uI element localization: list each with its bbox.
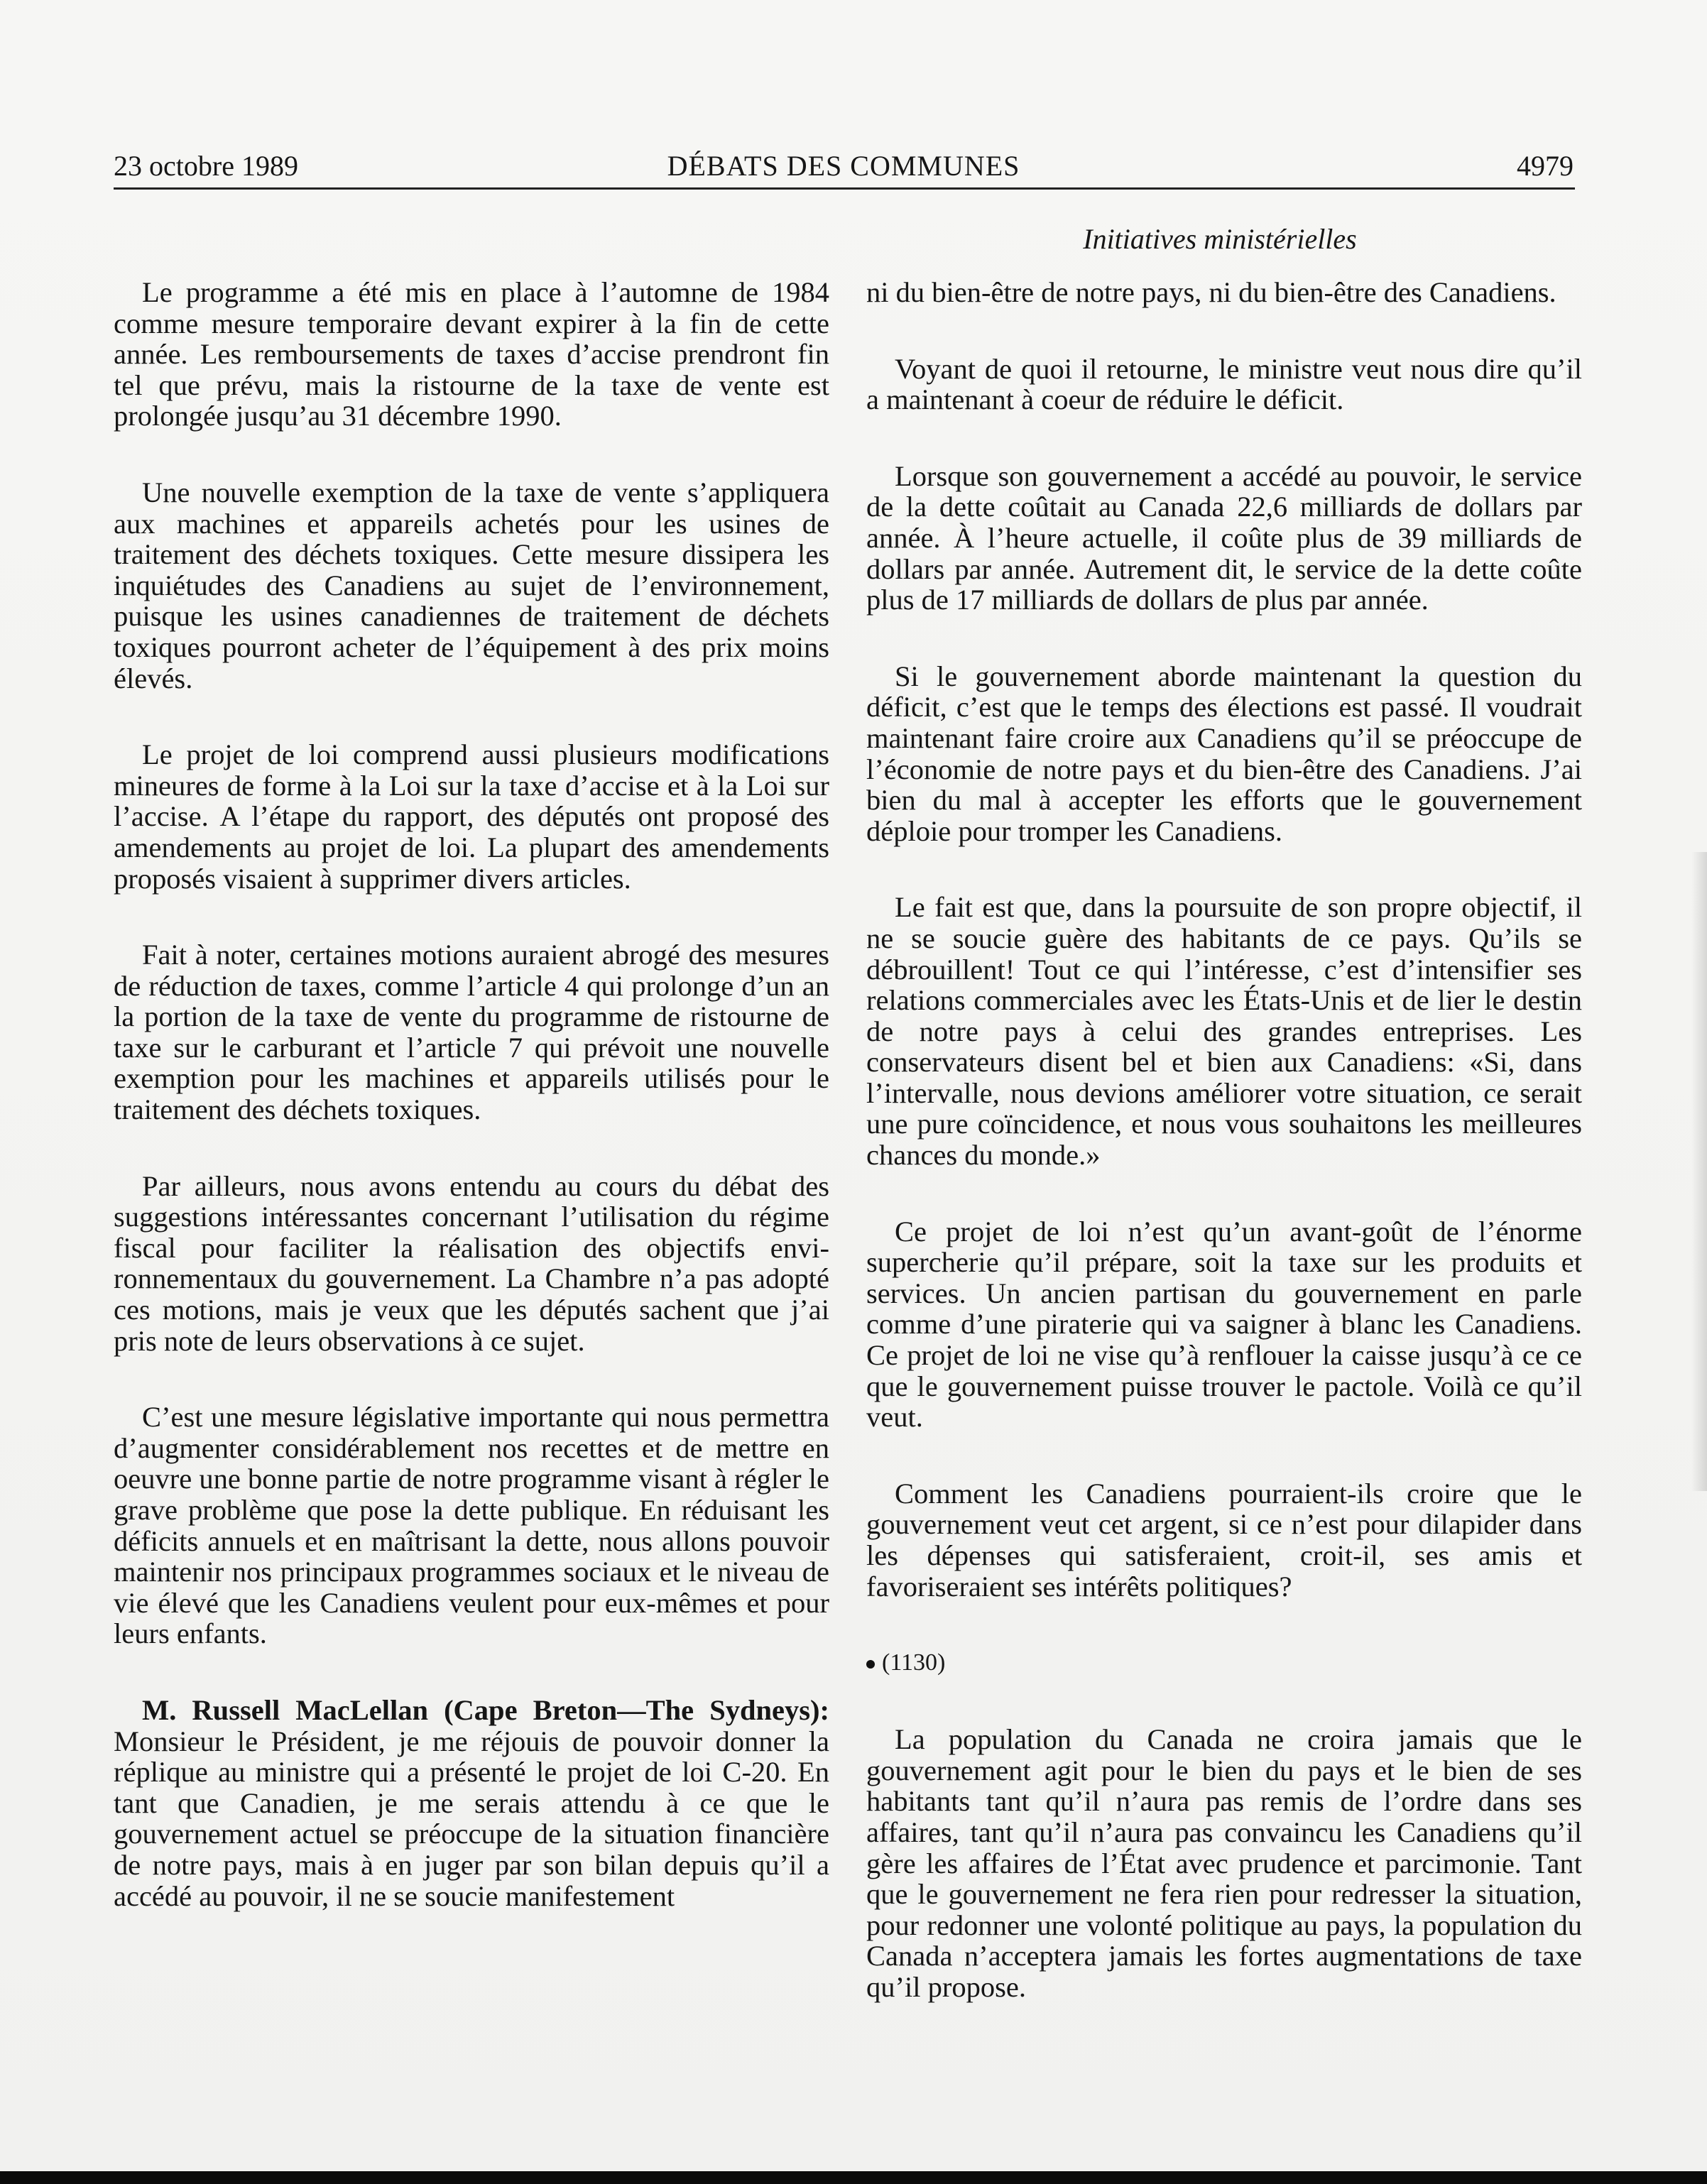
right-column — [866, 277, 1582, 2048]
paragraph: Par ailleurs, nous avons entendu au cours du débat des suggestions intéressantes concernant l’utilisation du régime fiscal pour faciliter la réalisation des objectifs environnementaux du gouvernement. La Chambre n’a pas adopté ces motions, mais je veux que les députés sachent que j’ai pris note de leurs observations à ce sujet. — [114, 1169, 829, 1357]
paragraph: Le projet de loi comprend aussi plusieurs modifications mineures de forme à la Loi sur la taxe d’accise et à la Loi sur l’accise. A l’étape du rapport, des députés ont proposé des amendements au projet de loi. La plupart des amendements proposés visaient à supprimer divers articles. — [114, 738, 829, 895]
scan-bottom-edge — [0, 2171, 1707, 2184]
speaker-text: Monsieur le Président, je me réjouis de pouvoir donner la réplique au ministre qui a présenté le projet de loi C-20. En tant que Canadien, je me serais attendu à ce que le gouvernement actuel se préoccupe de la situation financière de notre pays, mais à en juger par son bilan depuis qu’il a accédé au pouvoir, il ne se soucie manifestement — [114, 1725, 829, 1912]
paragraph: Une nouvelle exemption de la taxe de vente s’appliquera aux machines et appareils achetés pour les usines de traitement des déchets toxiques. Cette mesure dissipera les inquiétudes des Canadiens au sujet de l’environnement, puisque les usines canadiennes de traitement de déchets toxiques pourront acheter de l’équipement à des prix moins élevés. — [114, 476, 829, 694]
paragraph: Si le gouvernement aborde maintenant la question du déficit, c’est que le temps des élections est passé. Il voudrait maintenant faire croire aux Canadiens qu’il se préoccupe de l’économie de notre pays et du bien-être des Canadiens. J’ai bien du mal à accepter les efforts que le gouvernement déploie pour tromper les Canadiens. — [866, 660, 1582, 847]
paragraph: Le fait est que, dans la poursuite de son propre objectif, il ne se soucie guère des habitants de ce pays. Qu’ils se débrouillent! Tout ce qui l’intéresse, c’est d’intensifier ses relations commerciales avec les États-Unis et de lier le destin de notre pays à celui des grandes entreprises. Les conservateurs disent bel et bien aux Canadiens: «Si, dans l’intervalle, nous devions améliorer votre situation, ce serait une pure coïncidence, et nous vous souhaitons les meilleures chances du monde.» — [866, 891, 1582, 1172]
paragraph: La population du Canada ne croira jamais que le gouvernement agit pour le bien du pays et le bien de ses habitants tant qu’il n’aura pas remis de l’ordre dans ses affaires, tant qu’il n’aura pas convaincu les Canadiens qu’il gère les affaires de l’État avec prudence et parcimonie. Tant que le gouvernement ne fera rien pour redresser la situation, pour redonner une volonté politique au pays, la population du Canada n’acceptera jamais les fortes augmentations de taxe qu’il propose. — [866, 1723, 1582, 2003]
header-date: 23 octobre 1989 — [114, 150, 298, 182]
speaker-name: M. Russell MacLellan (Cape Breton—The Sydneys): — [142, 1693, 829, 1726]
header-page-number: 4979 — [1517, 150, 1574, 182]
left-column — [114, 277, 829, 1957]
header-rule — [114, 187, 1575, 190]
scan-edge-shadow — [1691, 852, 1707, 1491]
bullet-icon — [866, 1660, 875, 1669]
time-marker — [866, 1647, 1582, 1678]
header-title: DÉBATS DES COMMUNES — [667, 150, 1020, 182]
paragraph: Lorsque son gouvernement a accédé au pouvoir, le service de la dette coûtait au Canada 22,6 milliards de dollars par année. À l’heure actuelle, il coûte plus de 39 milliards de dollars par année. Autrement dit, le service de la dette coûte plus de 17 milliards de dollars de plus par année. — [866, 459, 1582, 616]
paragraph: Ce projet de loi n’est qu’un avant-goût de l’énorme supercherie qu’il prépare, soit la taxe sur les produits et services. Un ancien partisan du gouvernement en parle comme d’une piraterie qui va saigner à blanc les Canadiens. Ce projet de loi ne vise qu’à renflouer la caisse jusqu’à ce ce que le gouvernement puisse trouver le pactole. Voilà ce qu’il veut. — [866, 1215, 1582, 1434]
page-header — [114, 146, 1574, 186]
speaker-paragraph — [114, 1695, 829, 1911]
paragraph: Le programme a été mis en place à l’automne de 1984 comme mesure temporaire devant expirer à la fin de cette année. Les remboursements de taxes d’accise prendront fin tel que prévu, mais la ristourne de la taxe de vente est prolongée jusqu’au 31 décembre 1990. — [114, 276, 829, 432]
paragraph: Voyant de quoi il retourne, le ministre veut nous dire qu’il a maintenant à coeur de réduire le déficit. — [866, 352, 1582, 416]
paragraph: Comment les Canadiens pourraient-ils croire que le gouvernement veut cet argent, si ce n’est pour dilapider dans les dépenses qui satisferaient, croit-il, ses amis et favoriseraient ses intérêts politiques? — [866, 1477, 1582, 1602]
paragraph: C’est une mesure législative importante qui nous permettra d’augmenter considérablement nos recettes et de mettre en oeuvre une bonne partie de notre programme visant à régler le grave problème que pose la dette publique. En réduisant les déficits annuels et en maîtrisant la dette, nous allons pouvoir maintenir nos principaux programmes sociaux et le niveau de vie élevé que les Canadiens veulent pour eux-mêmes et pour leurs enfants. — [114, 1401, 829, 1650]
time-marker-text: (1130) — [882, 1649, 946, 1676]
paragraph: ni du bien-être de notre pays, ni du bien-être des Canadiens. — [866, 276, 1556, 308]
section-label: Initiatives ministérielles — [1083, 223, 1357, 255]
paragraph: Fait à noter, certaines motions auraient abrogé des mesures de réduction de taxes, comme l’article 4 qui prolonge d’un an la portion de la taxe de vente du programme de ristourne de taxe sur le carburant et l’article 7 qui prévoit une nouvelle exemption pour les machines et appareils utilisés pour le traitement des déchets toxiques. — [114, 939, 829, 1126]
